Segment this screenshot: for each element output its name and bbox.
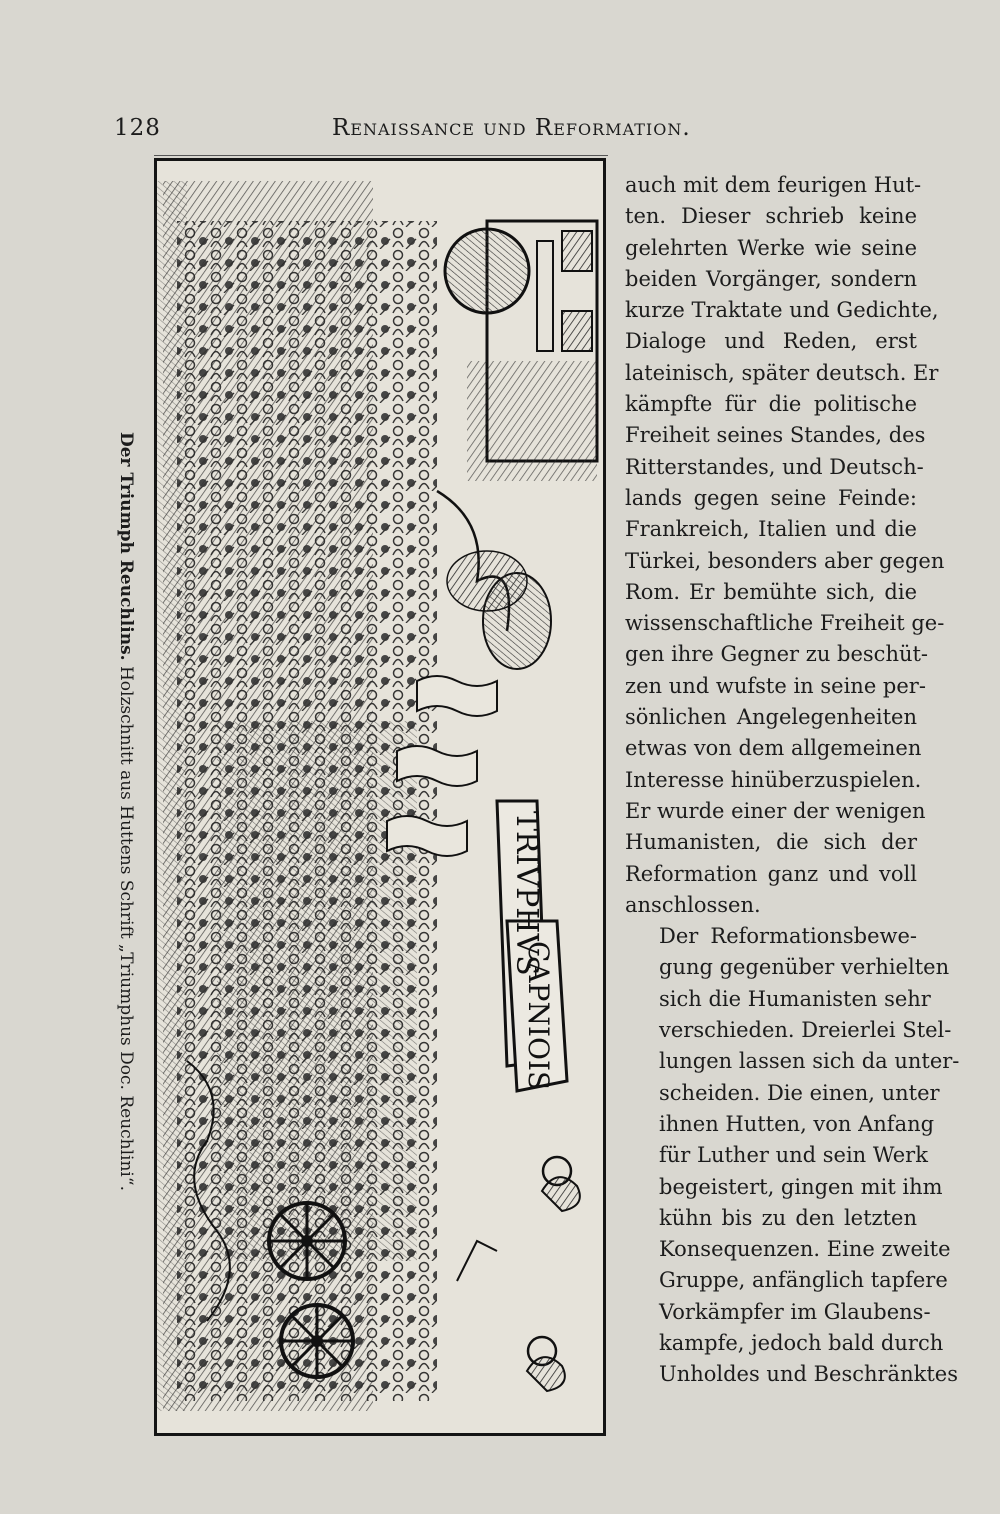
text-line: beiden Vorgänger, sondern — [625, 266, 917, 291]
text-line: verschieden. Dreierlei Stel- — [659, 1018, 952, 1043]
text-line: Der Reformationsbewe- — [659, 924, 917, 949]
woodcut-illustration — [154, 158, 606, 1436]
text-line: gen ihre Gegner zu beschüt- — [625, 642, 929, 667]
text-line: etwas von dem allgemeinen — [625, 736, 922, 761]
running-title: Renaissance und Reformation. — [332, 115, 691, 141]
text-line: sönlichen Angelegenheiten — [625, 705, 917, 730]
text-line: kurze Traktate und Gedichte, — [625, 298, 939, 323]
text-line: kampfe, jedoch bald durch — [659, 1330, 944, 1355]
woodcut-drawing — [157, 161, 603, 1433]
scroll-text-triumphus: TRIVPHVS — [509, 811, 544, 976]
text-line: Dialoge und Reden, erst — [625, 329, 917, 354]
caption-description: Holzschnitt aus Huttens Schrift „Triumphus Doc. Reuchlini“. — [116, 665, 136, 1191]
text-line: Türkei, besonders aber gegen — [625, 548, 945, 573]
text-line: Ritterstandes, und Deutsch- — [625, 454, 924, 479]
text-line: Unholdes und Beschränktes — [659, 1362, 958, 1387]
scroll-text-capnionis: CAPNIOIS — [522, 941, 555, 1091]
text-line: wissenschaftliche Freiheit ge- — [625, 611, 945, 636]
text-line: Konsequenzen. Eine zweite — [659, 1237, 951, 1262]
procession-band — [163, 181, 437, 1411]
text-line: ihnen Hutten, von Anfang — [659, 1111, 935, 1136]
text-line: für Luther und sein Werk — [659, 1143, 928, 1168]
text-line: scheiden. Die einen, unter — [659, 1080, 940, 1105]
text-line: lands gegen seine Feinde: — [625, 485, 917, 510]
text-line: Interesse hinüberzuspielen. — [625, 767, 922, 792]
text-line: kühn bis zu den letzten — [659, 1205, 917, 1230]
paragraph — [625, 170, 945, 921]
body-text — [625, 170, 960, 1391]
text-line: lungen lassen sich da unter- — [659, 1049, 960, 1074]
text-line: gelehrten Werke wie seine — [625, 235, 917, 260]
text-line: zen und wufste in seine per- — [625, 673, 926, 698]
text-line: Freiheit seines Standes, des — [625, 423, 926, 448]
text-line: anschlossen. — [625, 892, 761, 917]
text-line: ten. Dieser schrieb keine — [625, 204, 917, 229]
text-line: Humanisten, die sich der — [625, 830, 917, 855]
text-line: Reformation ganz und voll — [625, 861, 917, 886]
text-line: sich die Humanisten sehr — [659, 986, 931, 1011]
page-header — [114, 115, 704, 147]
text-line: Frankreich, Italien und die — [625, 517, 917, 542]
text-line: Gruppe, anfänglich tapfere — [659, 1268, 948, 1293]
caption-title: Der Triumph Reuchlins. — [116, 432, 136, 661]
text-line: auch mit dem feurigen Hut- — [625, 173, 922, 197]
text-line: lateinisch, später deutsch. Er — [625, 360, 939, 385]
text-line: kämpfte für die politische — [625, 392, 917, 417]
text-line: Vorkämpfer im Glaubens- — [659, 1299, 931, 1324]
text-line: gung gegenüber verhielten — [659, 955, 950, 980]
paragraph — [625, 921, 960, 1390]
figure-caption — [106, 432, 146, 1192]
header-rule — [154, 155, 608, 156]
text-line: Rom. Er bemühte sich, die — [625, 579, 917, 604]
text-line: begeistert, gingen mit ihm — [659, 1174, 943, 1199]
page-number: 128 — [114, 115, 161, 141]
text-line: Er wurde einer der wenigen — [625, 798, 926, 823]
